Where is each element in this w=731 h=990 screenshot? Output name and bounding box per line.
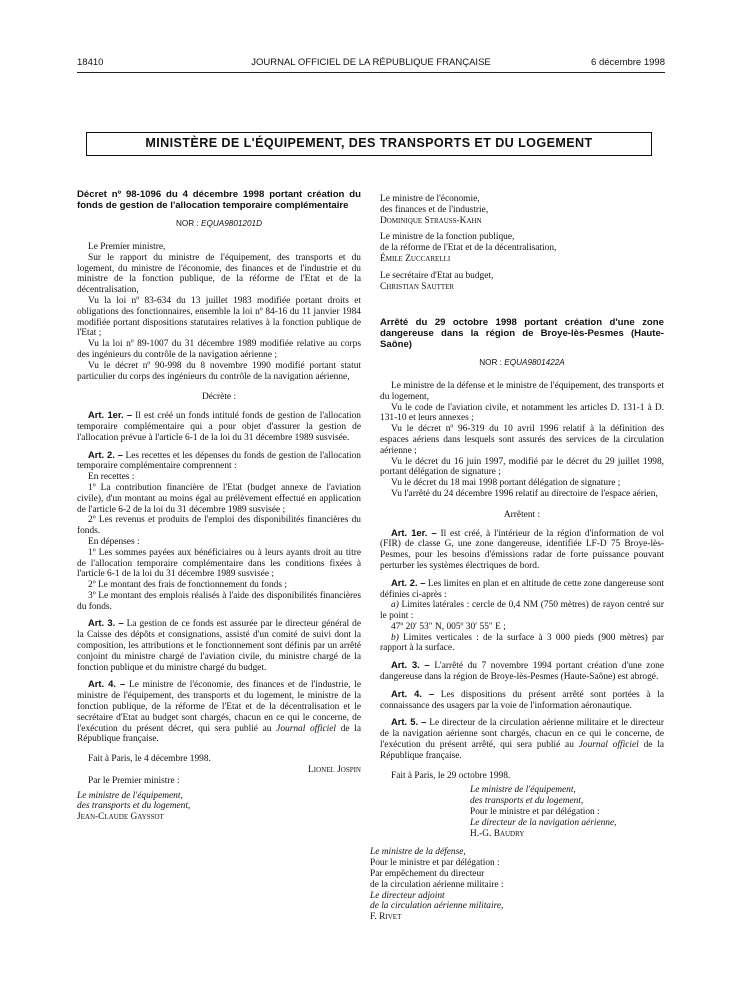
recettes-item: 1º La contribution financière de l'Etat (budget annexe de l'aviation civile), d'un montant au moins égal au prélèvement effectué en application de l'article 6-2 de la loi du 31 décembre 1989 susvisée ; <box>77 482 361 515</box>
decree-column <box>77 190 361 823</box>
signature-budget: Le secrétaire d'Etat au budget, Christian Sautter <box>380 271 664 293</box>
recettes-item: 2º Les revenus et produits de l'emploi des disponibilités financières du fonds. <box>77 515 361 537</box>
coordinates: 47º 20′ 53″ N, 005º 30′ 55″ E ; <box>391 621 506 632</box>
page-number: 18410 <box>77 57 104 68</box>
arrete-title: Arrêté du 29 octobre 1998 portant création d'une zone dangereuse dans la région de Broye-lès-Pesmes (Haute-Saône) <box>380 317 664 350</box>
arrete-article-5: Art. 5. – Le directeur de la circulation aérienne militaire et le directeur de la navigation aérienne sont chargés, chacun en ce qui le concerne, de l'exécution du présent arrêté, qui sera publié au Journal officiel de la République française. <box>380 716 664 761</box>
limit-lateral: a) Limites latérales : cercle de 0,4 NM (750 mètres) de rayon centré sur le point : <box>380 600 664 622</box>
signer-name: Lionel Jospin <box>308 765 361 776</box>
arrete-arretent: Arrêtent : <box>503 509 541 520</box>
arrete-column <box>370 194 665 923</box>
arrete-fait: Fait à Paris, le 29 octobre 1998. <box>391 770 511 781</box>
par-premier-ministre: Par le Premier ministre : <box>88 775 180 786</box>
limit-vertical: b) Limites verticales : de la surface à 3 000 pieds (900 mètres) par rapport à la surface. <box>380 632 664 654</box>
decree-visa: Vu la loi nº 83-634 du 13 juillet 1983 modifiée portant droits et obligations des fonctionnaires, ensemble la loi nº 84-16 du 11 janvier 1984 modifiée portant dispositions statutaires relatives à la fonction publique de l'Etat ; <box>77 295 361 339</box>
arrete-article-3: Art. 3. – L'arrêté du 7 novembre 1994 portant création d'une zone dangereuse dans la région de Broye-lès-Pesmes (Haute-Saône) est abrogé. <box>380 659 665 683</box>
decree-decrete: Décrète : <box>201 392 237 403</box>
arrete-visa: Vu le décret du 16 juin 1997, modifié par le décret du 29 juillet 1998, portant délégation de signature ; <box>380 456 664 478</box>
depenses-item: 2º Le montant des frais de fonctionnement du fonds ; <box>88 580 287 591</box>
journal-title: JOURNAL OFFICIEL DE LA RÉPUBLIQUE FRANÇAISE <box>251 57 491 68</box>
arrete-article-2: Art. 2. – Les limites en plan et en altitude de cette zone dangereuse sont définies ci-après : <box>380 576 664 600</box>
decree-fait: Fait à Paris, le 4 décembre 1998. <box>88 754 211 765</box>
decree-visa: Vu le décret nº 90-998 du 8 novembre 1990 modifié portant statut particulier du corps des ingénieurs du contrôle de la navigation aérienne, <box>77 360 361 382</box>
decree-article-3: Art. 3. – La gestion de ce fonds est assurée par le directeur général de la Caisse des dépôts et consignations, assisté d'un comité de suivi dont la composition, les attributions et le fonctionnement sont définis par un arrêté conjoint du ministre chargé de l'aviation civile, du ministre chargé de la fonction publique et du ministre chargé du budget. <box>77 617 361 673</box>
recettes-heading: En recettes : <box>88 472 135 483</box>
header-rule <box>77 72 665 73</box>
signature-navigation: Le ministre de l'équipement, des transports et du logement, Pour le ministre et par délégation : Le directeur de la navigation aérienne, H.-G. Baudry <box>470 785 664 839</box>
decree-nor: NOR : EQUA9801201D <box>175 219 263 229</box>
decree-visa: Vu la loi nº 89-1007 du 31 décembre 1989 modifiée relative au corps des ingénieurs du contrôle de la navigation aérienne ; <box>77 339 361 360</box>
signature-fonction-publique: Le ministre de la fonction publique, de la réforme de l'Etat et de la décentralisation, Émile Zuccarelli <box>380 232 664 264</box>
decree-visa: Sur le rapport du ministre de l'équipement, des transports et du logement, du ministre de l'économie, des finances et de l'industrie et du ministre de la fonction publique, de la réforme de l'Etat et de la décentralisation, <box>77 252 361 296</box>
arrete-visa: Vu le décret nº 96-319 du 10 avril 1996 relatif à la définition des espaces aériens dans lesquels sont assurés des services de la circulation aérienne ; <box>380 424 664 456</box>
arrete-nor: NOR : EQUA9801422A <box>479 358 565 368</box>
minister-name: Émile Zuccarelli <box>380 253 451 264</box>
arrete-visa: Vu le décret du 18 mai 1998 portant délégation de signature ; <box>391 478 621 489</box>
arrete-intro: Le ministre de la défense et le ministre de l'équipement, des transports et du logement, <box>380 380 664 402</box>
arrete-visa: Vu l'arrêté du 24 décembre 1996 relatif au directoire de l'espace aérien, <box>391 488 658 499</box>
arrete-visa: Vu le code de l'aviation civile, et notamment les articles D. 131-1 à D. 131-10 et leurs annexes ; <box>380 402 664 424</box>
decree-article-2: Art. 2. – Les recettes et les dépenses du fonds de gestion de l'allocation temporaire complémentaire comprennent : <box>77 448 361 472</box>
minister-name: Dominique Strauss-Kahn <box>380 215 482 226</box>
decree-article-4: Art. 4. – Le ministre de l'économie, des finances et de l'industrie, le ministre de l'équipement, des transports et du logement, le ministre de la fonction publique, de la réforme de l'Etat et de la décentralisation et le secrétaire d'Etat au budget sont chargés, chacun en ce qui le concerne, de l'exécution du présent décret, qui sera publié au Journal officiel de la République française. <box>77 678 361 745</box>
publication-date: 6 décembre 1998 <box>591 57 665 68</box>
arrete-article-1: Art. 1er. – Il est créé, à l'intérieur de la région d'information de vol (FIR) de classe G, une zone dangereuse, identifiée LF-D 75 Broye-lès-Pesmes, pour les besoins d'émissions radar de forte puissance pouvant perturber les systèmes électriques de bord. <box>380 526 664 571</box>
arrete-nor-code: EQUA9801422A <box>504 358 565 368</box>
depenses-heading: En dépenses : <box>88 536 140 547</box>
depenses-item: 3º Le montant des emplois réalisés à l'aide des disponibilités financières du fonds. <box>77 590 361 612</box>
ministry-banner: MINISTÈRE DE L'ÉQUIPEMENT, DES TRANSPORTS ET DU LOGEMENT <box>86 132 652 156</box>
signature-equipement: Le ministre de l'équipement, des transports et du logement, Jean-Claude Gayssot <box>77 791 361 823</box>
director-name: F. Rivet <box>370 912 402 923</box>
director-name: H.-G. Baudry <box>470 828 525 839</box>
arrete-article-4: Art. 4. – Les dispositions du présent arrêté sont portées à la connaissance des usagers par la voie de l'information aéronautique. <box>380 687 664 711</box>
decree-nor-code: EQUA9801201D <box>201 219 263 229</box>
decree-intro: Le Premier ministre, <box>88 241 166 252</box>
decree-title: Décret nº 98-1096 du 4 décembre 1998 portant création du fonds de gestion de l'allocation temporaire complémentaire <box>77 189 361 211</box>
signature-economie: Le ministre de l'économie, des finances et de l'industrie, Dominique Strauss-Kahn <box>380 194 664 226</box>
signature-defense: Le ministre de la défense, Pour le ministre et par délégation : Par empêchement du directeur de la circulation aérienne militaire : Le directeur adjoint de la circulation aérienne militaire, F. Rivet <box>370 847 504 923</box>
decree-article-1: Art. 1er. – Il est créé un fonds intitulé fonds de gestion de l'allocation temporaire complémentaire qui a pour objet d'assurer la gestion de l'allocation prévue à l'article 6-1 de la loi du 31 décembre 1989 susvisée. <box>77 409 361 443</box>
minister-name: Christian Sautter <box>380 281 455 292</box>
page-header <box>77 57 665 69</box>
minister-name: Jean-Claude Gayssot <box>77 812 164 823</box>
depenses-item: 1º Les sommes payées aux bénéficiaires ou à leurs ayants droit au titre de l'allocation temporaire complémentaire dans les conditions fixées à l'article 6-1 de la loi du 31 décembre 1989 susvisée ; <box>77 547 361 580</box>
